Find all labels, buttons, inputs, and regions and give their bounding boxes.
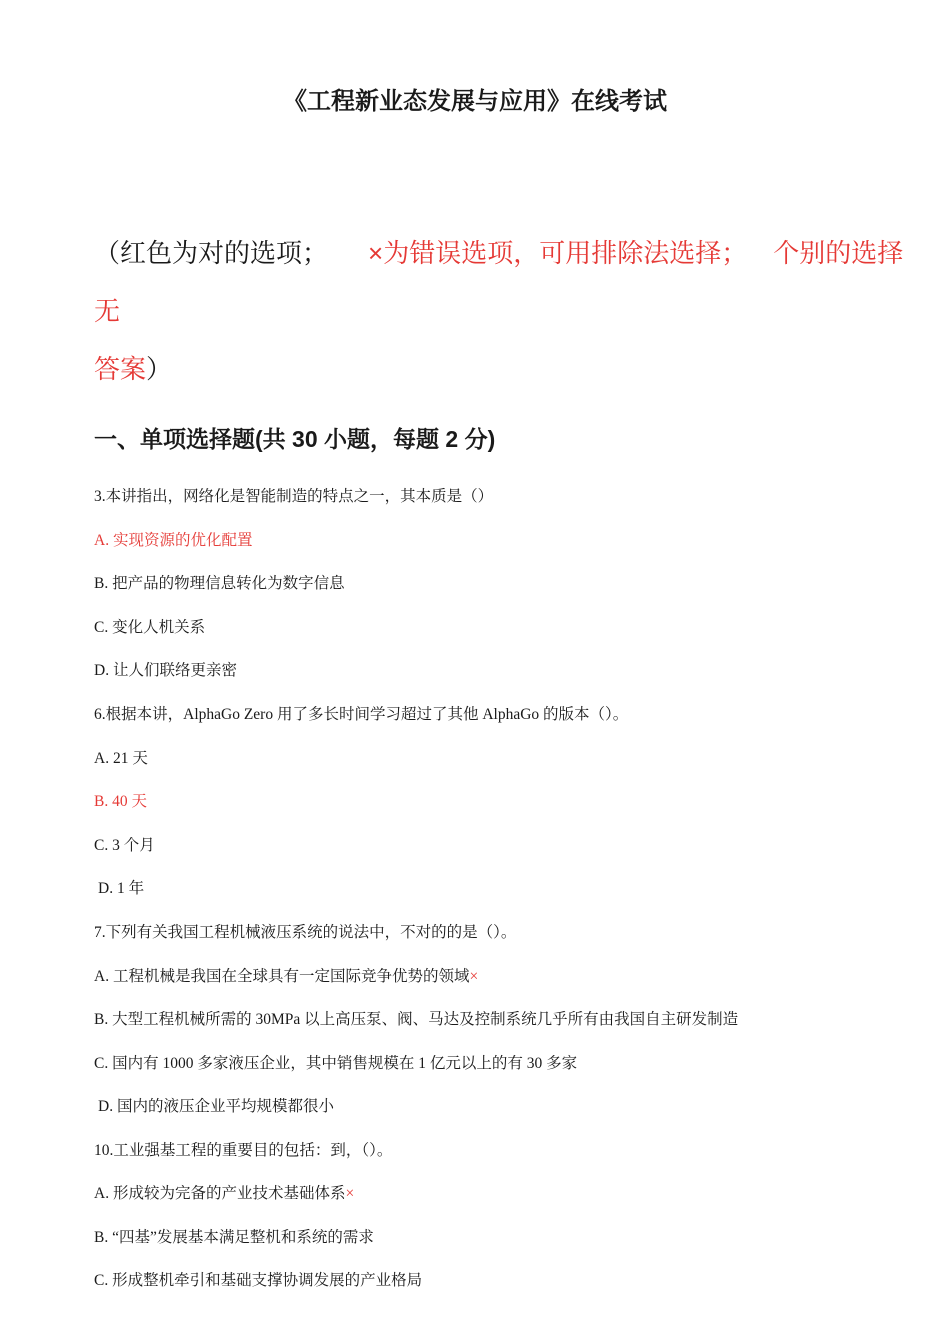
option-wrong bbox=[94, 966, 478, 988]
option: D. 国内的液压企业平均规模都很小 bbox=[98, 1098, 334, 1115]
legend-note-wrong: ×为错误选项，可用排除法选择； bbox=[368, 238, 748, 268]
question-stem: 10.工业强基工程的重要目的包括：到，（）。 bbox=[94, 1142, 393, 1159]
option-wrong bbox=[94, 1183, 354, 1205]
option-correct: A. 实现资源的优化配置 bbox=[94, 532, 253, 549]
wrong-mark-icon: × bbox=[469, 968, 479, 985]
option-text: A. 形成较为完备的产业技术基础体系 bbox=[94, 1185, 346, 1202]
question-stem: 7.下列有关我国工程机械液压系统的说法中，不对的的是（）。 bbox=[94, 924, 517, 941]
option: C. 国内有 1000 多家液压企业，其中销售规模在 1 亿元以上的有 30 多家 bbox=[94, 1055, 578, 1072]
section-title: 一、单项选择题(共 30 小题，每题 2 分) bbox=[94, 426, 496, 452]
option: C. 3 个月 bbox=[94, 837, 155, 854]
option: D. 让人们联络更亲密 bbox=[94, 662, 237, 679]
option: C. 形成整机牵引和基础支撑协调发展的产业格局 bbox=[94, 1272, 423, 1289]
wrong-mark-icon: × bbox=[345, 1185, 355, 1202]
page-title: 《工程新业态发展与应用》在线考试 bbox=[283, 88, 667, 115]
legend-note-some: 个别的选择无 bbox=[94, 238, 904, 326]
question-stem: 3.本讲指出，网络化是智能制造的特点之一，其本质是（） bbox=[94, 488, 494, 505]
option-text: A. 工程机械是我国在全球具有一定国际竞争优势的领域 bbox=[94, 968, 470, 985]
legend-note-some-2: 答案 bbox=[94, 354, 147, 384]
legend-note bbox=[94, 224, 904, 398]
option: B. 把产品的物理信息转化为数字信息 bbox=[94, 575, 345, 592]
option: D. 1 年 bbox=[98, 880, 145, 897]
legend-note-close: ） bbox=[146, 354, 173, 384]
option: A. 21 天 bbox=[94, 750, 148, 767]
option-correct: B. 40 天 bbox=[94, 793, 147, 810]
question-stem: 6.根据本讲，AlphaGo Zero 用了多长时间学习超过了其他 AlphaGo 的版本（）。 bbox=[94, 706, 629, 723]
option: B. “四基”发展基本满足整机和系统的需求 bbox=[94, 1229, 374, 1246]
legend-note-open: （红色为对的选项； bbox=[94, 238, 329, 268]
option: B. 大型工程机械所需的 30MPa 以上高压泵、阀、马达及控制系统几乎所有由我国自主研发制造 bbox=[94, 1011, 739, 1028]
option: C. 变化人机关系 bbox=[94, 619, 206, 636]
